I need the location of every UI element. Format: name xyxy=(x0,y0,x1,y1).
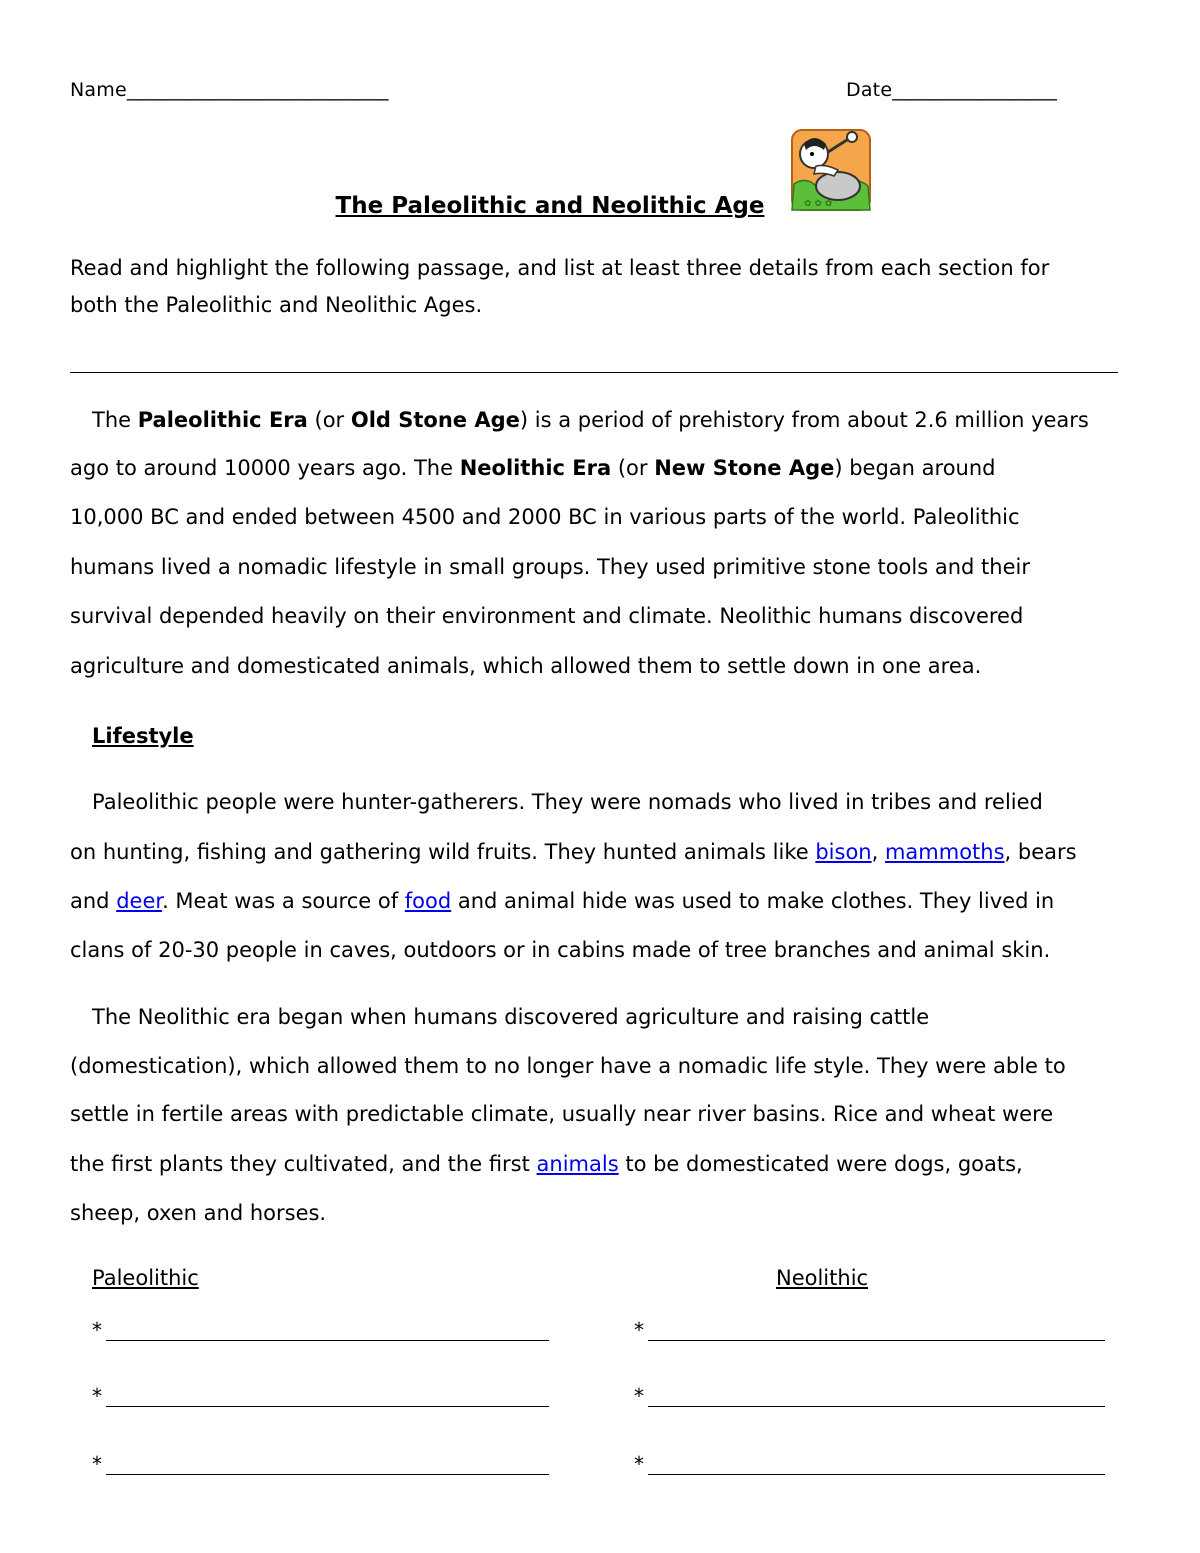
neo-line-1: The Neolithic era began when humans discovered agriculture and raising cattle xyxy=(92,1005,930,1029)
neolithic-column-heading: Neolithic xyxy=(776,1266,869,1290)
star-bullet: * xyxy=(634,1452,644,1476)
term-neolithic-era: Neolithic Era xyxy=(459,456,612,480)
intro-line-2: ago to around 10000 years ago. The Neolithic Era (or New Stone Age) began around xyxy=(70,456,996,480)
neolithic-detail-blank-1[interactable] xyxy=(648,1340,1105,1341)
term-paleolithic-era: Paleolithic Era xyxy=(137,408,308,432)
page-title: The Paleolithic and Neolithic Age xyxy=(335,193,765,219)
star-bullet: * xyxy=(92,1384,102,1408)
instructions-line-1: Read and highlight the following passage, and list at least three details from each section for xyxy=(70,256,1050,280)
paleo-line-1: Paleolithic people were hunter-gatherers. They were nomads who lived in tribes and relied xyxy=(92,790,1043,814)
deer-link[interactable]: deer xyxy=(116,889,163,913)
term-new-stone-age: New Stone Age xyxy=(654,456,835,480)
paleo-line-2: on hunting, fishing and gathering wild fruits. They hunted animals like bison, mammoths, bears xyxy=(70,840,1077,864)
paleolithic-detail-blank-1[interactable] xyxy=(106,1340,549,1341)
neo-line-4: the first plants they cultivated, and the first animals to be domesticated were dogs, goats, xyxy=(70,1152,1023,1176)
star-bullet: * xyxy=(92,1318,102,1342)
date-blank[interactable]: _________________ xyxy=(892,79,1058,101)
neolithic-detail-blank-2[interactable] xyxy=(648,1406,1105,1407)
term-old-stone-age: Old Stone Age xyxy=(350,408,520,432)
lifestyle-heading: Lifestyle xyxy=(92,724,194,748)
neo-line-3: settle in fertile areas with predictable climate, usually near river basins. Rice and wheat were xyxy=(70,1102,1054,1126)
paleolithic-detail-blank-2[interactable] xyxy=(106,1406,549,1407)
intro-line-6: agriculture and domesticated animals, which allowed them to settle down in one area. xyxy=(70,654,982,678)
neo-line-5: sheep, oxen and horses. xyxy=(70,1201,327,1225)
intro-line-4: humans lived a nomadic lifestyle in small groups. They used primitive stone tools and their xyxy=(70,555,1030,579)
svg-text:✿ ✿ ✿: ✿ ✿ ✿ xyxy=(804,199,833,209)
date-label: Date xyxy=(846,79,893,101)
bison-link[interactable]: bison xyxy=(815,840,872,864)
paleolithic-detail-blank-3[interactable] xyxy=(106,1474,549,1475)
star-bullet: * xyxy=(634,1384,644,1408)
divider-rule xyxy=(70,372,1118,373)
food-link[interactable]: food xyxy=(404,889,452,913)
paleo-line-4: clans of 20-30 people in caves, outdoors or in cabins made of tree branches and animal skin. xyxy=(70,938,1051,962)
paleo-line-3: and deer. Meat was a source of food and animal hide was used to make clothes. They lived in xyxy=(70,889,1055,913)
caveman-clipart xyxy=(786,124,876,216)
intro-line-5: survival depended heavily on their environment and climate. Neolithic humans discovered xyxy=(70,604,1024,628)
name-field[interactable] xyxy=(70,76,389,104)
intro-line-1: The Paleolithic Era (or Old Stone Age) is a period of prehistory from about 2.6 million years xyxy=(92,408,1089,432)
date-field[interactable] xyxy=(846,76,1057,104)
intro-line-3: 10,000 BC and ended between 4500 and 2000 BC in various parts of the world. Paleolithic xyxy=(70,505,1020,529)
paleolithic-column-heading: Paleolithic xyxy=(92,1266,199,1290)
mammoths-link[interactable]: mammoths xyxy=(884,840,1005,864)
name-label: Name xyxy=(70,79,127,101)
star-bullet: * xyxy=(634,1318,644,1342)
instructions-line-2: both the Paleolithic and Neolithic Ages. xyxy=(70,293,483,317)
animals-link[interactable]: animals xyxy=(536,1152,619,1176)
neo-line-2: (domestication), which allowed them to no longer have a nomadic life style. They were able to xyxy=(70,1054,1066,1078)
neolithic-detail-blank-3[interactable] xyxy=(648,1474,1105,1475)
name-blank[interactable]: ___________________________ xyxy=(126,79,389,101)
star-bullet: * xyxy=(92,1452,102,1476)
